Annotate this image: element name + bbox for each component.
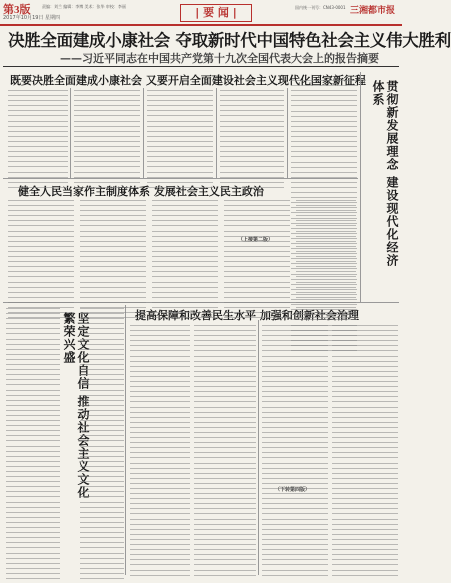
issue-number: 国内统一刊号：CN43-0001: [295, 5, 346, 10]
subhead-1: （上接第二版）: [238, 237, 274, 243]
text-column: [80, 308, 124, 583]
column-separator: [125, 305, 126, 575]
publication-date: 2017年10月19日 星期四: [3, 15, 61, 21]
section-headline-vertical-2: 坚定文化自信 推动社会主义文化繁荣兴盛: [62, 312, 90, 500]
column-separator: [287, 88, 288, 178]
text-column: [220, 90, 284, 192]
section-headline-3: 提高保障和改善民生水平 加强和创新社会治理: [135, 309, 359, 322]
text-column: [332, 325, 398, 580]
section-headline-2: 健全人民当家作主制度体系 发展社会主义民主政治: [18, 185, 264, 198]
column-separator: [216, 88, 217, 178]
section-headline-1: 既要决胜全面建成小康社会 又要开启全面建设社会主义现代化国家新征程: [10, 74, 366, 87]
text-column: [262, 325, 328, 580]
divider: [3, 66, 399, 67]
text-column: [194, 325, 256, 580]
section-headline-vertical-1: 贯彻新发展理念 建设现代化经济体系: [371, 80, 399, 268]
column-separator: [258, 320, 259, 575]
text-column: [8, 200, 74, 322]
text-column: [224, 200, 290, 322]
text-column: [296, 200, 356, 322]
page-number: 第3版: [3, 4, 31, 16]
text-column: [147, 90, 213, 192]
column-separator: [360, 72, 361, 302]
text-column: [6, 308, 60, 583]
newspaper-name: 三湘都市报: [350, 6, 396, 16]
editor-credits: 责编：刘兰 编辑：李博 美术：张华 审校：李丽: [42, 4, 126, 9]
subhead-2: （下转第四版）: [275, 487, 311, 493]
section-label: | 要 闻 |: [180, 4, 252, 22]
text-column: [8, 90, 68, 192]
column-separator: [143, 88, 144, 178]
main-headline: 决胜全面建成小康社会 夺取新时代中国特色社会主义伟大胜利: [8, 31, 451, 50]
text-column: [152, 200, 218, 322]
main-subheadline: ——习近平同志在中国共产党第十九次全国代表大会上的报告摘要: [60, 52, 379, 65]
masthead: [0, 0, 402, 26]
text-column: [80, 200, 146, 322]
column-separator: [70, 88, 71, 178]
text-column: [74, 90, 140, 192]
text-column: [130, 325, 190, 580]
